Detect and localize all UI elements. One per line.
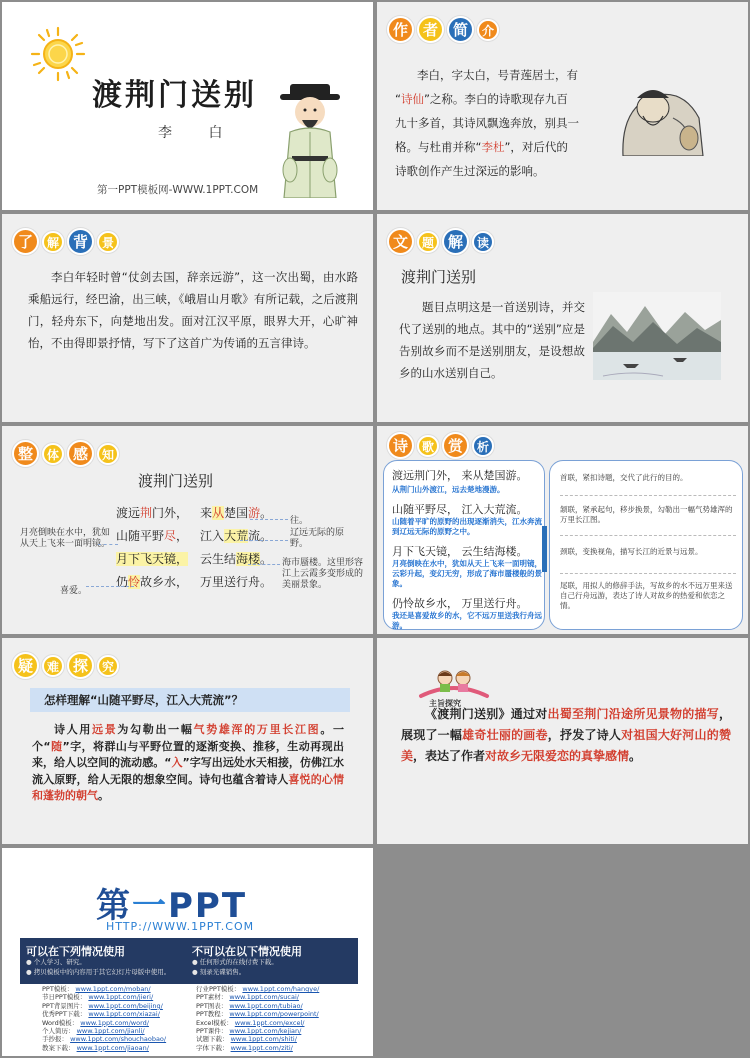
badge-3: 探	[67, 652, 94, 679]
answer-text: 诗人用远景为勾勒出一幅气势雄浑的万里长江图。一个“随”字，将群山与平野位置的逐渐变换、推移，生动再现出来，给人以空间的流动感。“入”字写出远处水天相接，仿佛江水流入原野，给人无限的想象空间。诗句也蕴含着诗人喜悦的心情和蓬勃的朝气。	[32, 723, 345, 802]
badge-1: 整	[12, 440, 39, 467]
badge-2: 题	[417, 231, 439, 253]
author-name: 李 白	[158, 125, 239, 141]
dash-line	[250, 519, 288, 520]
note-mirror: 月亮倒映在水中，犹如从天上飞来一面明镜。	[20, 528, 111, 549]
slide-title-text: 渡荆门送别	[92, 78, 257, 113]
can-use-item-1: ● 个人学习、研究。	[26, 958, 86, 966]
translation-4: 我还是喜爱故乡的水，它不远万里送我行舟远游。	[392, 611, 542, 630]
translation-2: 山随着平旷的原野的出现逐渐消失，江水奔流到辽远无际的原野之中。	[392, 517, 542, 536]
badge-1: 作	[387, 16, 414, 43]
background-text: 李白年轻时曾“仗剑去国，辞亲远游”，这一次出蜀，由水路乘船远行，经巴渝，出三峡，《峨眉山月歌》有所记载，之后渡荆门，轻舟东下，向楚地出发。面对江汉平原，眼界大开，心旷神怡，不由得即景抒情，写下了这首广为传诵的五言律诗。	[28, 270, 358, 350]
separator	[560, 535, 736, 536]
link-row[interactable]: 试题下载： www.1ppt.com/shiti/	[196, 1035, 297, 1044]
link-row[interactable]: PPT背景图片： www.1ppt.com/beijing/	[42, 1001, 163, 1010]
badge-4: 究	[97, 655, 119, 677]
brand-logo: 第一PPT	[96, 886, 248, 926]
dash-line	[248, 564, 280, 565]
note-like: 喜爱。	[60, 586, 88, 596]
link-row[interactable]: PPT课件： www.1ppt.com/kejian/	[196, 1027, 302, 1036]
note-mirage: 海市蜃楼。这里形容江上云霞多变形成的美丽景象。	[282, 558, 364, 590]
dash-line	[240, 540, 288, 541]
section-badges	[387, 16, 499, 43]
analysis-third-couplet: 颈联，变换视角，描写长江的近景与远景。	[560, 547, 703, 556]
can-use-title: 可以在下列情况使用	[26, 945, 125, 958]
badge-4: 读	[472, 231, 494, 253]
slide-usage-notice[interactable]	[2, 848, 373, 1056]
sun-icon	[30, 26, 86, 82]
badge-2: 难	[42, 655, 64, 677]
dash-line	[86, 586, 134, 587]
theme-tag: 主旨探究	[429, 699, 461, 708]
cannot-use-item-2: ● 刻录光碟销售。	[192, 968, 246, 976]
link-row[interactable]: PPT模板： www.1ppt.com/moban/	[42, 985, 151, 993]
badge-4: 介	[477, 19, 499, 41]
link-row[interactable]: 个人简历： www.1ppt.com/jianli/	[42, 1027, 145, 1036]
badge-2: 解	[42, 231, 64, 253]
slide-author-intro[interactable]	[377, 2, 748, 210]
intro-line-5: 诗歌创作产生过深远的影响。	[395, 164, 545, 178]
cannot-use-item-1: ● 任何形式的在线付费下载。	[192, 958, 278, 966]
link-row[interactable]: Word模板： www.1ppt.com/word/	[42, 1018, 149, 1027]
analysis-second-couplet: 颔联，紧承起句，移步换景，勾勒出一幅气势雄浑的万里长江图。	[560, 505, 733, 524]
translation-1: 从荆门山外渡江，远去楚地漫游。	[392, 485, 505, 494]
link-row[interactable]: 手抄报： www.1ppt.com/shouchaobao/	[42, 1035, 167, 1044]
cannot-use-title: 不可以在以下情况使用	[192, 945, 302, 958]
link-list-left	[42, 985, 166, 1052]
intro-line-4: 格。与杜甫并称“李杜”，对后代的	[395, 140, 568, 154]
analysis-first-couplet: 首联，紧扣诗题，交代了此行的目的。	[560, 473, 688, 482]
question-bar: 怎样理解“山随平野尽，江入大荒流”？	[30, 688, 350, 712]
section-badges	[12, 652, 119, 679]
badge-3: 感	[67, 440, 94, 467]
link-row[interactable]: PPT教程： www.1ppt.com/powerpoint/	[196, 1010, 319, 1019]
link-row[interactable]: 行业PPT模板： www.1ppt.com/hangye/	[196, 985, 320, 993]
link-row[interactable]: 节日PPT模板： www.1ppt.com/jieri/	[42, 993, 154, 1002]
intro-line-1: 李白，字太白，号青莲居士，有	[417, 68, 578, 82]
poem-translation-box	[383, 460, 545, 630]
poem-line-1: 渡远荆门外， 来从楚国游。	[116, 506, 273, 520]
brand-url[interactable]: HTTP://WWW.1PPT.COM	[106, 920, 255, 933]
link-row[interactable]: PPT素材： www.1ppt.com/sucai/	[196, 993, 299, 1002]
badge-4: 知	[97, 443, 119, 465]
divider-bar	[542, 526, 547, 572]
theme-text: 《渡荆门送别》通过对出蜀至荆门沿途所见景物的描写，展现了一幅雄奇壮丽的画卷，抒发了诗人对祖国大好河山的赞美，表达了作者对故乡无限爱恋的真挚感情。	[401, 707, 731, 763]
empty-slot	[377, 848, 748, 1056]
translation-3: 月亮倒映在水中，犹如从天上飞来一面明镜，云彩升起，变幻无穷，形成了海市蜃楼般的景象。	[392, 559, 542, 588]
note-go: 往。	[290, 516, 309, 526]
li-bai-portrait-image	[603, 78, 705, 156]
intro-line-2: “诗仙”之称。李白的诗歌现存九百	[395, 92, 568, 106]
dash-line	[98, 544, 118, 545]
badge-4: 景	[97, 231, 119, 253]
poem-line-2: 山随平野尽， 江入大荒流。	[116, 529, 273, 543]
landscape-painting-image	[593, 292, 721, 380]
badge-1: 了	[12, 228, 39, 255]
slide-difficult-questions[interactable]	[2, 638, 373, 844]
separator	[560, 495, 736, 496]
section-badges	[387, 228, 494, 255]
poem-line-3: 月下飞天镜， 云生结海楼。	[392, 545, 528, 558]
link-list-right	[196, 985, 319, 1052]
poet-illustration	[270, 80, 350, 198]
can-use-item-2: ● 拷贝模板中的内容用于其它幻灯片母版中使用。	[26, 968, 171, 976]
section-badges	[12, 228, 119, 255]
link-row[interactable]: 优秀PPT下载： www.1ppt.com/xiazai/	[42, 1010, 160, 1019]
slide-title-analysis[interactable]	[377, 214, 748, 422]
slide-poem-appreciation[interactable]	[377, 426, 748, 634]
badge-1: 诗	[387, 432, 414, 459]
poem-line-3: 月下飞天镜， 云生结海楼。	[116, 552, 273, 566]
poem-line-4: 仍怜故乡水， 万里送行舟。	[116, 575, 273, 589]
poem-line-1: 渡远荆门外， 来从楚国游。	[392, 469, 528, 482]
badge-2: 者	[417, 16, 444, 43]
badge-3: 背	[67, 228, 94, 255]
slide-background[interactable]	[2, 214, 373, 422]
note-wild: 辽远无际的原野。	[290, 528, 345, 549]
intro-line-3: 九十多首，其诗风飘逸奔放，别具一	[395, 116, 579, 130]
badge-2: 体	[42, 443, 64, 465]
link-row[interactable]: 教案下载： www.1ppt.com/jiaoan/	[42, 1043, 149, 1052]
site-footer: 第一PPT模板网-WWW.1PPT.COM	[97, 184, 259, 196]
badge-1: 疑	[12, 652, 39, 679]
slide-overall-perception[interactable]	[2, 426, 373, 634]
poem-title: 渡荆门送别	[138, 472, 214, 490]
section-badges	[387, 432, 494, 459]
analysis-fourth-couplet: 尾联，用拟人的修辞手法，写故乡的水不远万里来送自己行舟远游，表达了诗人对故乡的热爱和依恋之情。	[560, 581, 733, 610]
slide-title[interactable]	[2, 2, 373, 210]
badge-3: 解	[442, 228, 469, 255]
badge-1: 文	[387, 228, 414, 255]
title-explanation: 题目点明这是一首送别诗，并交代了送别的地点。其中的“送别”应是告别故乡而不是送别朋友，是设想故乡的山水送别自己。	[399, 300, 585, 380]
poem-line-4: 仍怜故乡水， 万里送行舟。	[392, 597, 528, 610]
poem-line-2: 山随平野尽， 江入大荒流。	[392, 503, 528, 516]
link-row[interactable]: Excel模板： www.1ppt.com/excel/	[196, 1018, 305, 1027]
section-badges	[12, 440, 119, 467]
badge-2: 歌	[417, 435, 439, 457]
slide-theme-exploration[interactable]	[377, 638, 748, 844]
badge-3: 简	[447, 16, 474, 43]
badge-3: 赏	[442, 432, 469, 459]
analysis-box	[549, 460, 743, 630]
link-row[interactable]: PPT图表： www.1ppt.com/tubiao/	[196, 1001, 303, 1010]
badge-4: 析	[472, 435, 494, 457]
poem-title: 渡荆门送别	[401, 268, 477, 286]
link-row[interactable]: 字体下载： www.1ppt.com/ziti/	[196, 1043, 293, 1052]
separator	[560, 573, 736, 574]
